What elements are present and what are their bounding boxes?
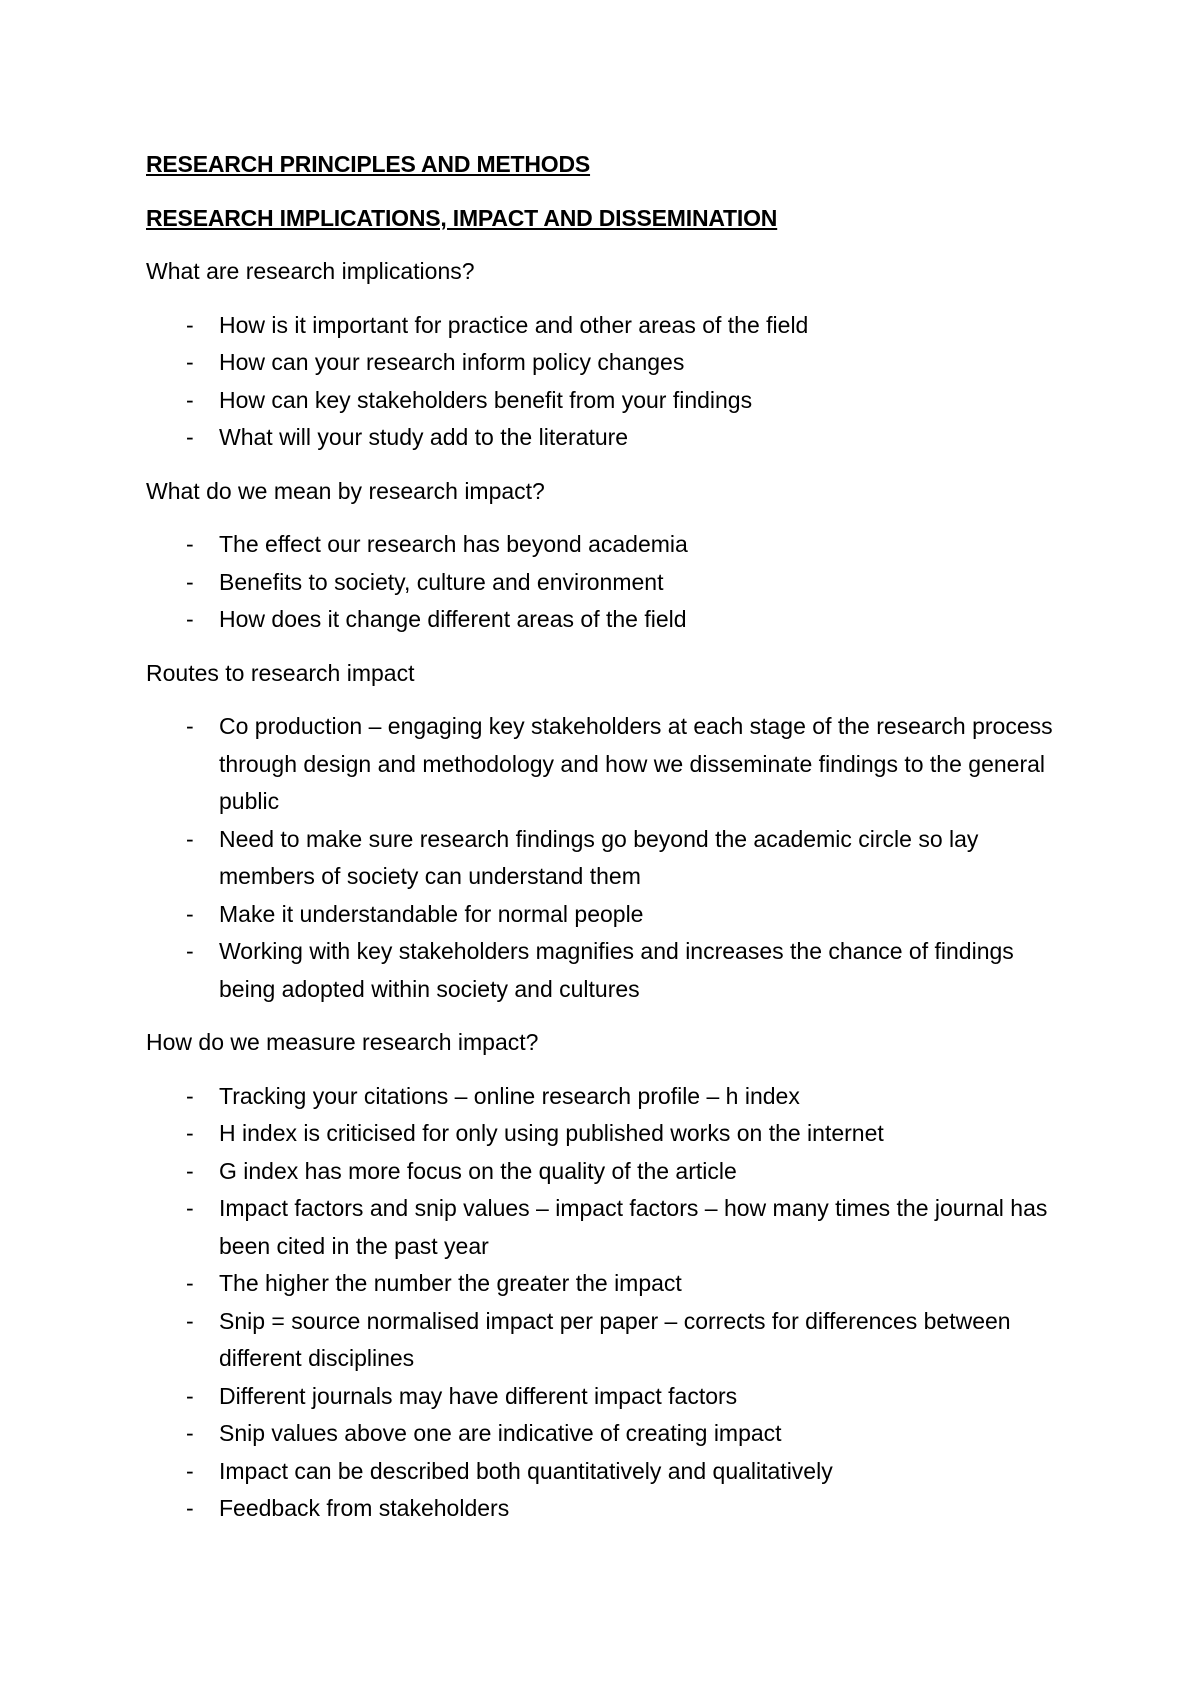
list-item-text: Snip values above one are indicative of creating impact — [219, 1420, 782, 1446]
list-item-text: How does it change different areas of the field — [219, 606, 687, 632]
list-item — [146, 1153, 1066, 1191]
list-item-text: Snip = source normalised impact per paper – corrects for differences between different disciplines — [219, 1307, 1011, 1371]
list-item-text: How can your research inform policy changes — [219, 349, 685, 375]
list-item — [146, 708, 1066, 821]
list-item — [146, 419, 1066, 457]
list-item — [146, 1378, 1066, 1416]
bullet-dash: - — [186, 424, 194, 450]
bullet-dash: - — [186, 1420, 194, 1446]
section-heading: Routes to research impact — [146, 659, 415, 686]
bullet-dash: - — [186, 900, 194, 927]
list-item-text: Need to make sure research findings go beyond the academic circle so lay members of society can understand them — [219, 825, 979, 889]
bullet-dash: - — [186, 1495, 194, 1521]
bullet-dash: - — [186, 386, 194, 413]
list-item-text: Feedback from stakeholders — [219, 1495, 510, 1521]
bullet-dash: - — [186, 1307, 194, 1334]
list-item-text: Tracking your citations – online research profile – h index — [219, 1082, 800, 1109]
list-item-text: The effect our research has beyond academia — [219, 531, 688, 557]
section-heading: What are research implications? — [146, 258, 475, 284]
bullet-dash: - — [186, 568, 194, 595]
list-item-text: Impact factors and snip values – impact factors – how many times the journal has been cited in the past year — [219, 1195, 1048, 1259]
list-item — [146, 1415, 1066, 1453]
bullet-dash: - — [186, 1120, 194, 1146]
list-item-text: Co production – engaging key stakeholders at each stage of the research process through design and methodology and how we disseminate findings to the general public — [219, 713, 1053, 814]
bullet-dash: - — [186, 1157, 194, 1184]
list-item — [146, 1078, 1066, 1116]
list-item-text: Make it understandable for normal people — [219, 900, 644, 927]
list-item-text: Different journals may have different impact factors — [219, 1382, 738, 1409]
document-subtitle: RESEARCH IMPLICATIONS, IMPACT AND DISSEMINATION — [146, 204, 778, 231]
list-item — [146, 307, 1066, 345]
list-item — [146, 1490, 1066, 1528]
list-item — [146, 1265, 1066, 1303]
list-item-text: How can key stakeholders benefit from your findings — [219, 386, 753, 413]
list-item — [146, 933, 1066, 1008]
section-heading: What do we mean by research impact? — [146, 477, 545, 504]
list-item — [146, 896, 1066, 934]
bullet-dash: - — [186, 606, 194, 632]
list-item-text: What will your study add to the literature — [219, 424, 629, 450]
bullet-list — [146, 1078, 1066, 1528]
list-item — [146, 601, 1066, 639]
bullet-dash: - — [186, 311, 194, 338]
list-item-text: Working with key stakeholders magnifies and increases the chance of findings being adopted within society and cultures — [219, 938, 1014, 1002]
list-item-text: How is it important for practice and other areas of the field — [219, 311, 809, 338]
list-item-text: Impact can be described both quantitatively and qualitatively — [219, 1457, 833, 1484]
sections-container — [146, 253, 1066, 1528]
list-item-text: Benefits to society, culture and environment — [219, 568, 664, 595]
list-item-text: G index has more focus on the quality of the article — [219, 1157, 737, 1184]
list-item — [146, 821, 1066, 896]
document-body — [146, 146, 1066, 1544]
bullet-dash: - — [186, 825, 194, 852]
list-item — [146, 1453, 1066, 1491]
bullet-dash: - — [186, 1457, 194, 1484]
bullet-list — [146, 708, 1066, 1008]
list-item-text: H index is criticised for only using published works on the internet — [219, 1120, 884, 1146]
bullet-dash: - — [186, 349, 194, 375]
bullet-dash: - — [186, 1082, 194, 1109]
list-item — [146, 1115, 1066, 1153]
list-item — [146, 564, 1066, 602]
bullet-list — [146, 307, 1066, 457]
list-item — [146, 382, 1066, 420]
bullet-list — [146, 526, 1066, 639]
bullet-dash: - — [186, 531, 194, 557]
bullet-dash: - — [186, 1195, 194, 1221]
bullet-dash: - — [186, 938, 194, 964]
list-item — [146, 1303, 1066, 1378]
list-item — [146, 344, 1066, 382]
list-item — [146, 526, 1066, 564]
document-title: RESEARCH PRINCIPLES AND METHODS — [146, 151, 591, 177]
list-item — [146, 1190, 1066, 1265]
bullet-dash: - — [186, 1270, 194, 1296]
bullet-dash: - — [186, 713, 194, 739]
section-heading: How do we measure research impact? — [146, 1029, 539, 1055]
bullet-dash: - — [186, 1382, 194, 1409]
list-item-text: The higher the number the greater the impact — [219, 1270, 682, 1296]
